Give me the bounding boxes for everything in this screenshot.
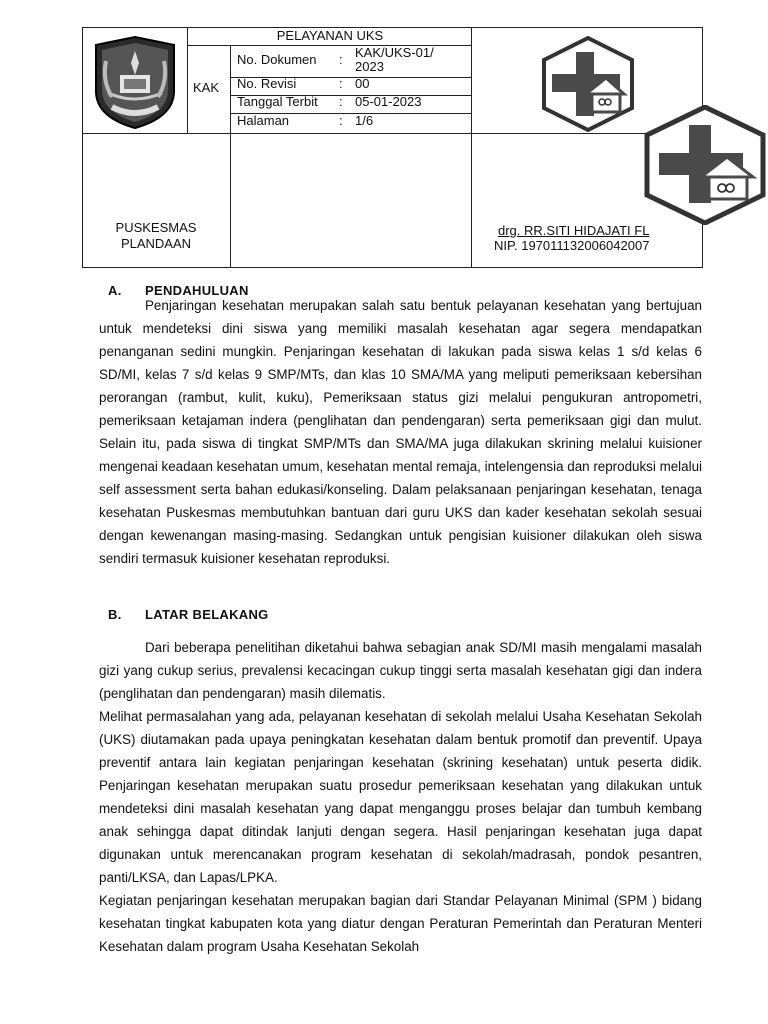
section-a-paragraph: Penjaringan kesehatan merupakan salah satu bentuk pelayanan kesehatan yang bertujuan untuk mendeteksi dini siswa yang memiliki masalah kesehatan agar segera mendapatkan penanganan sedini mungkin. Penjaringan kesehatan di lakukan pada siswa kelas 1 s/d kelas 6 SD/MI, kelas 7 s/d kelas 9 SMP/MTs, dan klas 10 SMA/MA yang meliputi pemeriksaan kebersihan perorangan (rambut, kulit, kuku), Pemeriksaan status gizi melalui pengukuran antropometri, pemeriksaan ketajaman indera (penglihatan dan pendengaran) serta pemeriksaan gigi dan mulut. Selain itu, pada siswa di tingkat SMP/MTs dan SMA/MA juga dilakukan skrining melalui kuisioner mengenai keadaan kesehatan umum, kesehatan mental remaja, intelengensia dan reproduksi melalui self assessment serta bahan edukasi/konseling. Dalam pelaksanaan penjaringan kesehatan, tenaga kesehatan Puskesmas membutuhkan bantuan dari guru UKS dan kader kesehatan sekolah sesuai dengan kewenangan masing-masing. Sedangkan untuk pengisian kuisioner dilakukan oleh siswa sendiri termasuk kuisioner kesehatan reproduksi. [99,298,702,566]
health-cross-logo-2 [643,105,768,225]
regional-emblem-logo [90,33,180,131]
issue-date-value: 05-01-2023 [355,94,422,109]
document-title: PELAYANAN UKS [276,28,384,43]
section-b-title: LATAR BELAKANG [145,607,269,622]
organization-name-line2: PLANDAAN [120,236,192,251]
section-b-body [99,636,702,958]
page-value: 1/6 [355,113,374,128]
section-b-label: B. [108,607,122,622]
section-b-paragraph-1: Dari beberapa penelitihan diketahui bahwa sebagian anak SD/MI masih mengalami masalah gizi yang cukup serius, prevalensi kecacingan cukup tinggi serta masalah kesehatan gigi dan indera (penglihatan dan pendengaran) masih dilematis. [99,640,702,701]
section-b-paragraph-3: Kegiatan penjaringan kesehatan merupakan bagian dari Standar Pelayanan Minimal (SPM ) bidang kesehatan tingkat kabupaten kota yang diatur dengan Peraturan Pemerintah dan Peraturan Menteri Kesehatan dalam program Usaha Kesehatan Sekolah [99,893,702,954]
signer-name: drg. RR.SITI HIDAJATI FL [498,223,650,238]
section-a-title: PENDAHULUAN [145,283,249,298]
page-label: Halaman [237,113,290,128]
page-sep: : [339,113,343,128]
doc-number-value: KAK/UKS-01/ 2023 [355,45,434,74]
document-type: KAK [193,80,220,95]
signer-nip: NIP. 197011132006042007 [494,238,650,253]
section-a-label: A. [108,283,122,298]
organization-name-line1: PUSKESMAS [115,220,197,235]
section-b-paragraph-2: Melihat permasalahan yang ada, pelayanan kesehatan di sekolah melalui Usaha Kesehatan Sekolah (UKS) diutamakan pada upaya peningkatan kesehatan dalam bentuk promotif dan preventif. Upaya preventif antara lain kegiatan penjaringan kesehatan (skrining kesehatan) untuk peserta didik. Penjaringan kesehatan merupakan suatu prosedur pemeriksaan kesehatan yang dilakukan untuk mendeteksi dini masalah kesehatan yang dapat menganggu proses belajar dan tumbuh kembang anak sehingga dapat ditindak lanjuti dengan segera. Hasil penjaringan kesehatan juga dapat digunakan untuk merencanakan program kesehatan di sekolah/madrasah, pondok pesantren, panti/LKSA, dan Lapas/LPKA. [99,709,702,885]
revision-value: 00 [355,76,370,91]
health-cross-logo [538,36,638,132]
issue-date-sep: : [339,94,343,109]
revision-sep: : [339,76,343,91]
section-a-body [99,294,702,570]
revision-label: No. Revisi [237,76,297,91]
issue-date-label: Tanggal Terbit [237,94,318,109]
doc-number-sep: : [339,52,343,67]
doc-number-label: No. Dokumen [237,52,317,67]
